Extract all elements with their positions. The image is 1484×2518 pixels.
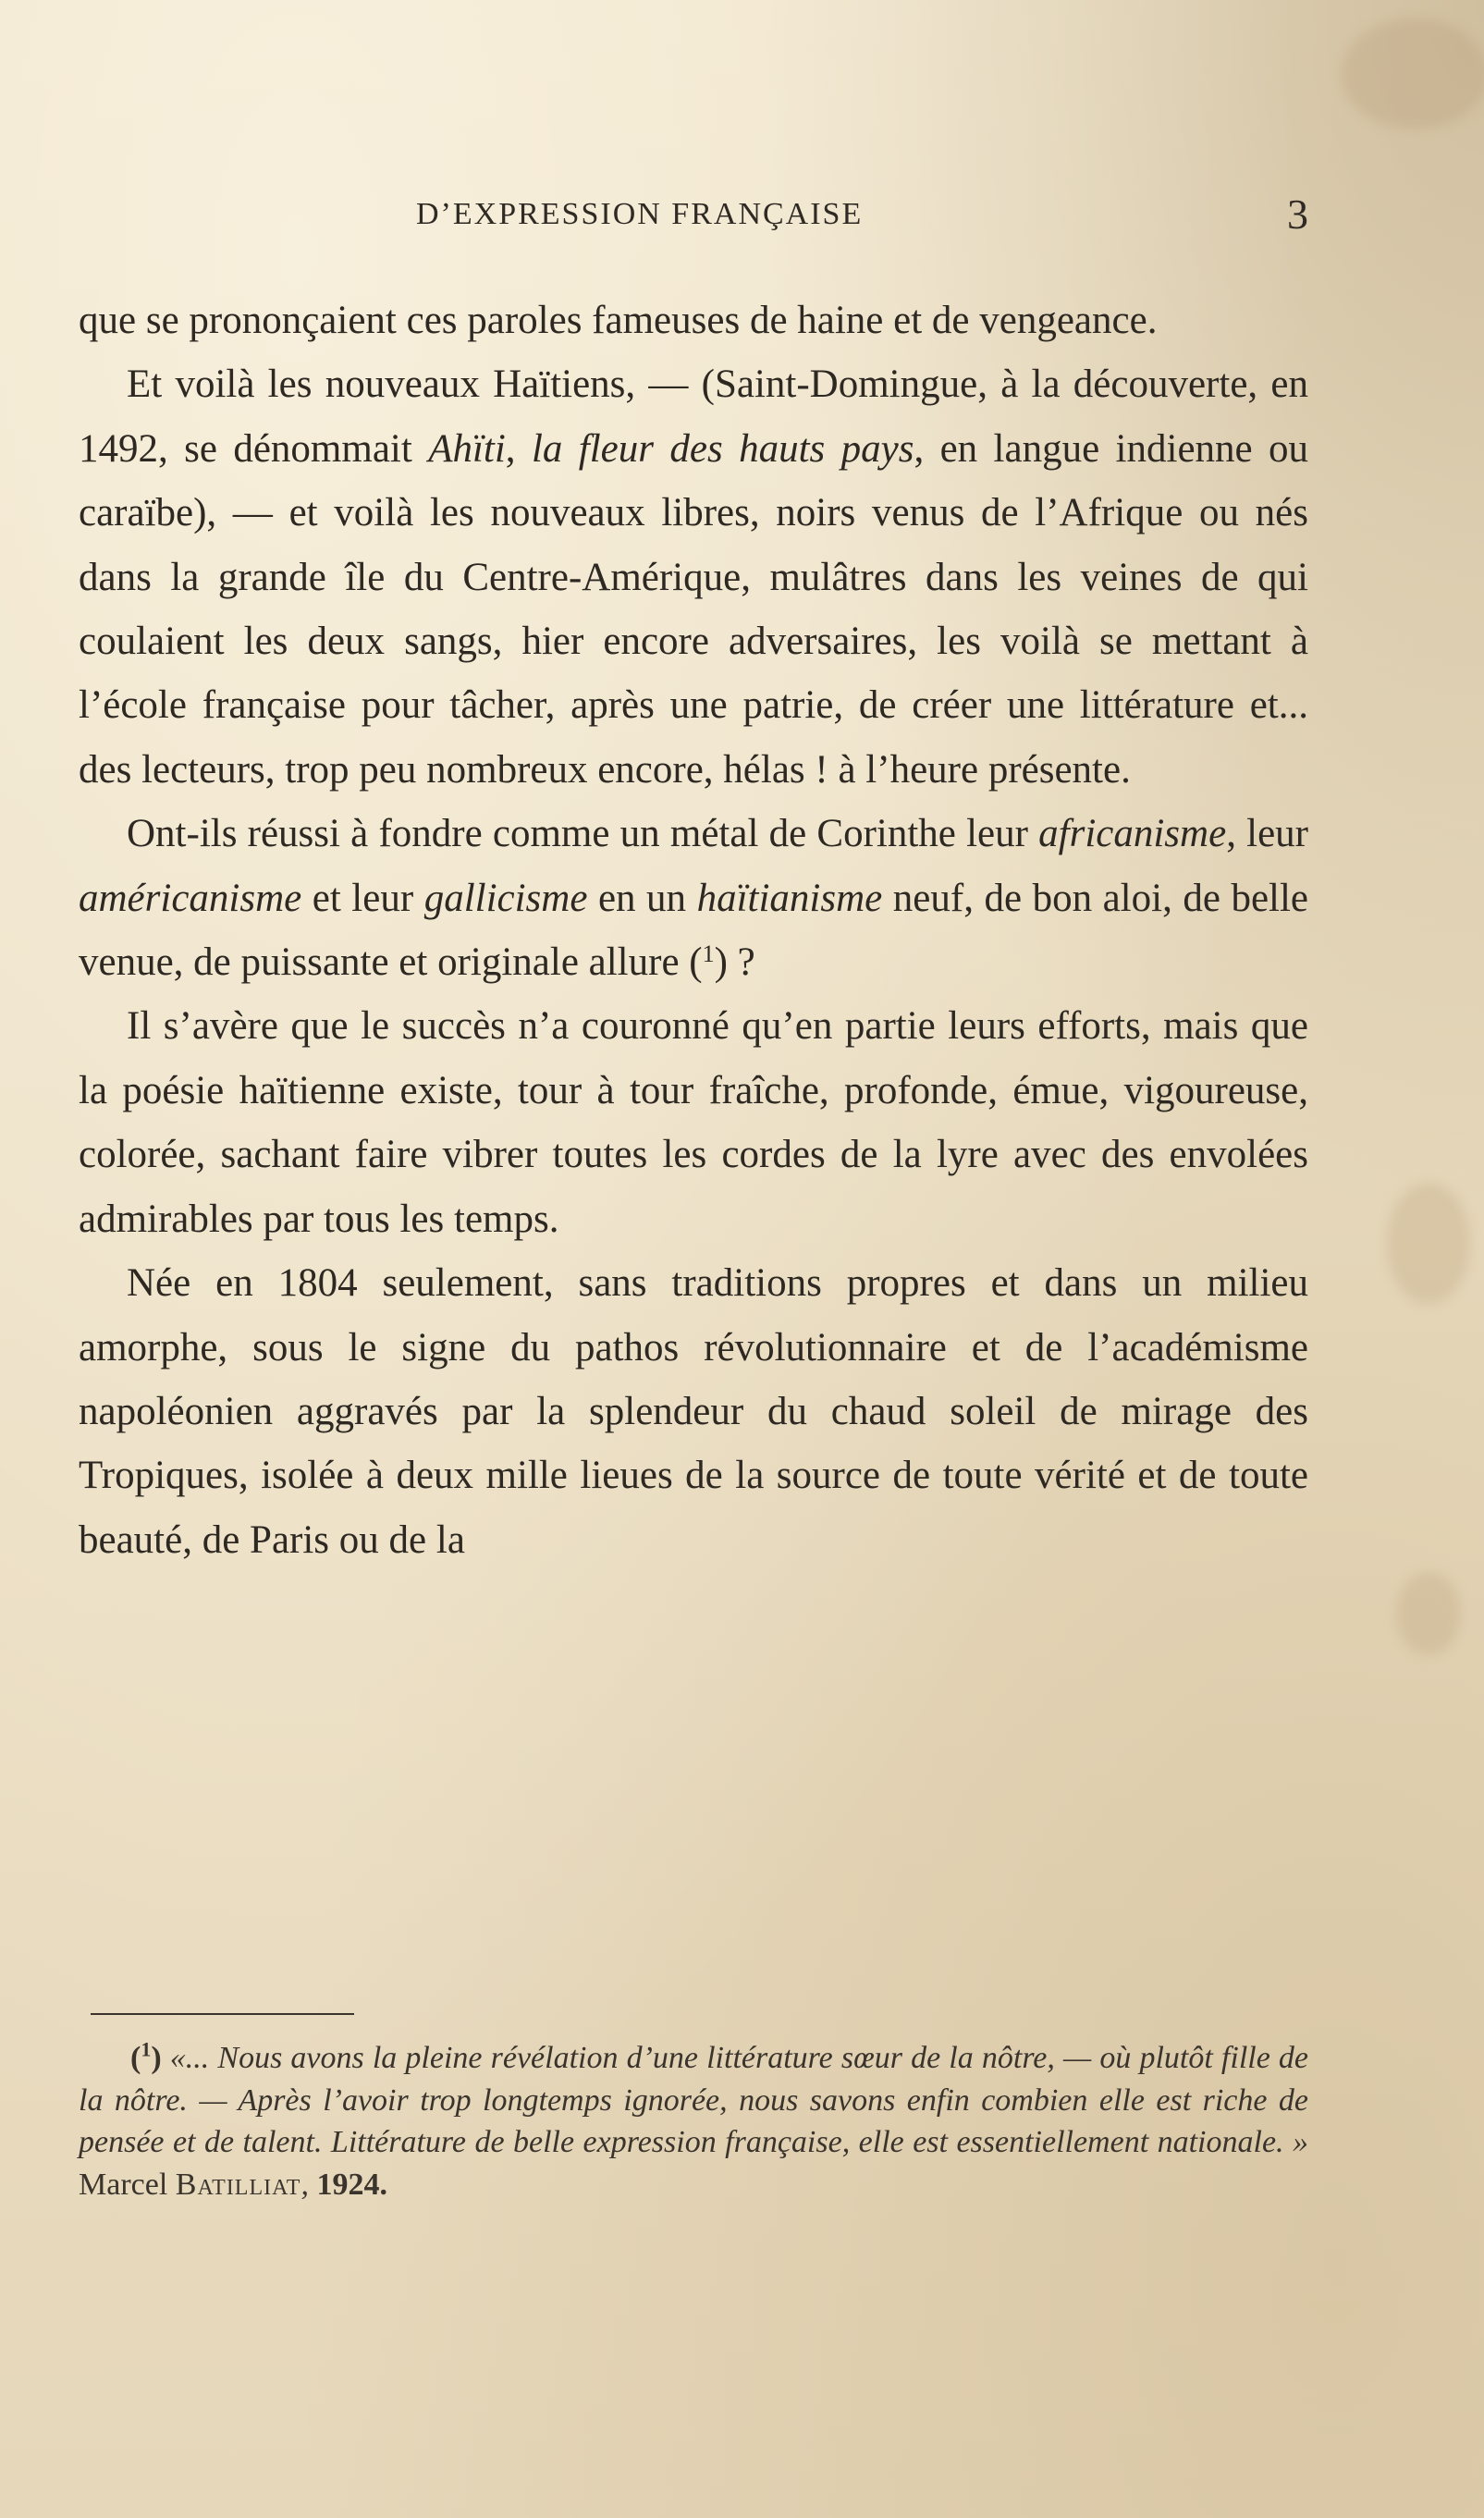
footnote-mark-number: 1 [141,2037,152,2061]
paragraph [79,352,1308,802]
paragraph-text: Il s’avère que le succès n’a couronné qu’en partie leurs efforts, mais que la poésie haïtienne existe, tour à tour fraîche, profonde, émue, vigoureuse, colorée, sachant faire vibrer toutes les cordes de la lyre avec des envolées admirables par tous les temps. [79,1004,1308,1241]
paper-stain [1396,1572,1461,1655]
paragraph-text: Ont-ils réussi à fondre comme un métal de Corinthe leur [127,812,1039,856]
italic-term: Ahïti [428,426,506,471]
italic-term: la fleur des hauts pays [531,426,914,471]
paragraph-text: Et voilà les nouveaux Haïtiens, — (Saint-Domingue, à la découverte, en 1492, se dénommait [79,362,1308,471]
page-number: 3 [1287,190,1308,238]
paragraph [79,289,1308,352]
footnote-author-first: Marcel [79,2167,168,2202]
running-title: D’EXPRESSION FRANÇAISE [416,197,864,231]
paragraph-text: ) ? [714,940,755,985]
paragraph [79,802,1308,994]
page-header [416,190,1308,245]
paragraph-text: et leur [301,876,424,920]
paragraph [79,1251,1308,1572]
italic-term: africanisme [1038,812,1227,856]
footnote-reference: 1 [702,940,715,968]
footnote-mark-close: ) [151,2041,162,2075]
footnote-mark-open: ( [130,2041,141,2075]
paragraph-text: neuf, de bon aloi, de belle venue, de puissante et originale allure ( [79,876,1309,985]
italic-term: haïtianisme [696,876,883,920]
paper-stain [1341,18,1484,129]
footnote: ($^1$) «... Nous avons la pleine révélation d’une littérature sœur de la nôtre, — où plutôt fille de la nôtre. — Après l’avoir trop longtemps ignorée, nous savons enfin combien elle est riche de pensée et de talent. Littérature de belle expression française, elle est essentiellement nationale. » Marcel Batilliat, 1924. [79,2037,1309,2202]
footnote-mark [79,2037,162,2075]
paragraph-text: Née en 1804 seulement, sans traditions propres et dans un milieu amorphe, sous le signe du pathos révolutionnaire et de l’académisme napoléonien aggravés par la splendeur du chaud soleil de mirage des Tropiques, isolée à deux mille lieues de la source de toute vérité et de toute beauté, de Paris ou de la [79,1261,1308,1562]
paragraph-text: en un [587,876,697,920]
body-text [79,289,1308,1572]
footnote-year: 1924. [316,2167,387,2202]
footnote-author-last: Batilliat [175,2167,301,2202]
italic-term: gallicisme [423,876,588,920]
paragraph-text: , en langue indienne ou caraïbe), — et voilà les nouveaux libres, noirs venus de l’Afrique ou nés dans la grande île du Centre-Amérique, mulâtres dans les veines de qui coulaient les deux sangs, hier encore adversaires, les voilà se mettant à l’école française pour tâcher, après une patrie, de créer une littérature et... des lecteurs, trop peu nombreux encore, hélas ! à l’heure présente. [79,426,1309,792]
paragraph-text: , leur [1226,812,1308,856]
paragraph-text: , [505,426,532,471]
footnote-quote: «... Nous avons la pleine révélation d’une littérature sœur de la nôtre, — où plutôt fille de la nôtre. — Après l’avoir trop longtemps ignorée, nous savons enfin combien elle est riche de pensée et de talent. Littérature de belle expression française, elle est essentiellement nationale. » [79,2041,1309,2159]
paragraph [79,994,1308,1251]
paragraph-text: que se prononçaient ces paroles fameuses de haine et de vengeance. [79,299,1158,342]
paper-stain [1387,1184,1470,1304]
footnote-divider [91,2013,354,2015]
italic-term: américanisme [79,876,302,920]
